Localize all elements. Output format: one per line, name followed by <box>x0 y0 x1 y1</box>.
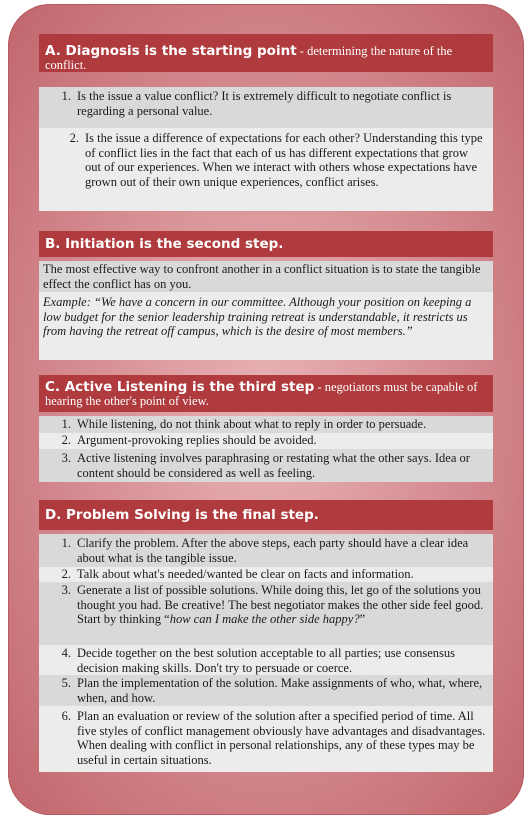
item-number: 3. <box>61 451 71 465</box>
item-number: 2. <box>61 567 71 581</box>
list-item <box>39 128 493 211</box>
list-item <box>39 416 493 433</box>
item-text-tail: ” <box>359 612 366 626</box>
item-text-main: Generate a list of possible solutions. While doing this, let go of the solutions you thought you had. Be creative! The best negotiator makes the other side feel good. Start by thinking “ <box>77 583 484 626</box>
section-title: B. Initiation is the second step. <box>45 236 284 252</box>
section-header <box>39 231 493 257</box>
list-item <box>39 433 493 449</box>
item-number: 2. <box>69 131 79 145</box>
section-title: D. Problem Solving is the final step. <box>45 507 319 523</box>
item-number: 5. <box>61 676 71 690</box>
item-number: 3. <box>61 583 71 597</box>
section-problem-solving <box>39 500 493 772</box>
item-text: Decide together on the best solution acceptable to all parties; use consensus decision making skills. Don't try to persuade or coerce. <box>77 646 456 675</box>
section-subtitle: - negotiators must be capable of hearing the other's point of view. <box>45 380 478 408</box>
item-text: Is the issue a difference of expectations for each other? Understanding this type of conflict lies in the fact that each of us has different expectations that grow out of our experiences. When we interact with others whose expectations have grown out of their own unique experiences, conflict arises. <box>85 131 483 189</box>
section-subtitle: - determining the nature of the conflict. <box>45 44 453 72</box>
item-text-italic: how can I make the other side happy? <box>169 612 360 626</box>
item-text: Active listening involves paraphrasing or restating what the other says. Idea or content should be considered as well as feeling. <box>77 451 470 480</box>
item-text: Talk about what's needed/wanted be clear on facts and information. <box>77 567 414 581</box>
section-initiation <box>39 231 493 360</box>
list-item <box>39 706 493 772</box>
section-title: A. Diagnosis is the starting point <box>45 43 297 59</box>
list-item <box>39 534 493 567</box>
item-text: Is the issue a value conflict? It is extremely difficult to negotiate conflict is regarding a personal value. <box>77 89 452 118</box>
section-header <box>39 375 493 412</box>
list-item <box>39 675 493 706</box>
section-title: C. Active Listening is the third step <box>45 379 315 395</box>
list-item <box>39 645 493 675</box>
list-item <box>39 582 493 645</box>
item-number: 2. <box>61 433 71 447</box>
example-label: Example <box>43 295 87 309</box>
item-number: 1. <box>61 536 71 550</box>
item-text: Plan an evaluation or review of the solution after a specified period of time. All five styles of conflict management obviously have advantages and disadvantages. When dealing with conflict in personal relationships, any of these types may be useful in certain situations. <box>77 709 486 767</box>
item-text <box>77 583 493 627</box>
example-text: : “We have a concern in our committee. Although your position on keeping a low budget for the senior leadership training retreat is understandable, it restricts us from having the retreat off campus, which is the desire of most members.” <box>43 295 472 338</box>
list-item <box>39 87 493 128</box>
item-text: Plan the implementation of the solution. Make assignments of who, what, where, when, and how. <box>77 676 483 705</box>
item-text: While listening, do not think about what to reply in order to persuade. <box>77 417 427 431</box>
section-header <box>39 34 493 72</box>
item-number: 1. <box>61 89 71 103</box>
item-number: 4. <box>61 646 71 660</box>
item-text: Argument-provoking replies should be avoided. <box>77 433 317 447</box>
section-header <box>39 500 493 530</box>
section-diagnosis <box>39 34 493 211</box>
paragraph: The most effective way to confront another in a conflict situation is to state the tangible effect the conflict has on you. <box>39 261 493 292</box>
item-number: 1. <box>61 417 71 431</box>
item-number: 6. <box>61 709 71 723</box>
example-paragraph <box>39 292 493 360</box>
list-item <box>39 567 493 582</box>
section-active-listening <box>39 375 493 482</box>
list-item <box>39 449 493 482</box>
item-text: Clarify the problem. After the above steps, each party should have a clear idea about what is the tangible issue. <box>77 536 469 565</box>
